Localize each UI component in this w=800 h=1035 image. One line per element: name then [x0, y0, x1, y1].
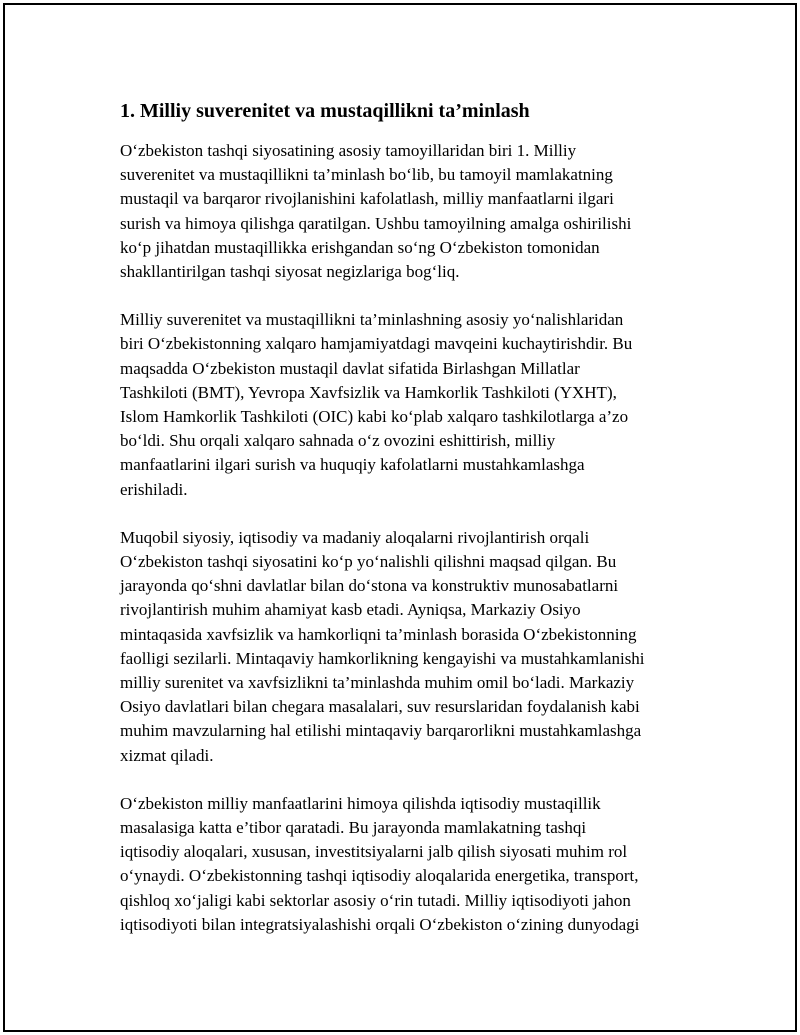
text-line: biri O‘zbekistonning xalqaro hamjamiyatdagi mavqeini kuchaytirishdir. Bu [120, 334, 633, 354]
text-line: suverenitet va mustaqillikni ta’minlash bo‘lib, bu tamoyil mamlakatning [120, 165, 613, 185]
text-line: maqsadda O‘zbekiston mustaqil davlat sifatida Birlashgan Millatlar [120, 358, 580, 378]
text-line: mustaqil va barqaror rivojlanishini kafolatlash, milliy manfaatlarni ilgari [120, 189, 614, 209]
page-frame [3, 3, 797, 1032]
text-line: mintaqasida xavfsizlik va hamkorliqni ta’minlash borasida O‘zbekistonning [120, 624, 637, 644]
paragraph-1 [120, 139, 700, 284]
text-line: iqtisodiyoti bilan integratsiyalashishi orqali O‘zbekiston o‘zining dunyodagi [120, 914, 640, 934]
paragraph-2 [120, 308, 700, 502]
text-line: surish va himoya qilishga qaratilgan. Ushbu tamoyilning amalga oshirilishi [120, 213, 632, 233]
text-line: bo‘ldi. Shu orqali xalqaro sahnada o‘z ovozini eshittirish, milliy [120, 431, 556, 451]
text-line: erishiladi. [120, 479, 188, 499]
text-line: manfaatlarini ilgari surish va huquqiy kafolatlarni mustahkamlashga [120, 455, 585, 475]
text-line: shakllantirilgan tashqi siyosat negizlariga bog‘liq. [120, 262, 460, 282]
text-line: muhim mavzularning hal etilishi mintaqaviy barqarorlikni mustahkamlashga [120, 721, 642, 741]
text-line: masalasiga katta e’tibor qaratadi. Bu jarayonda mamlakatning tashqi [120, 818, 587, 838]
text-line: Islom Hamkorlik Tashkiloti (OIC) kabi ko‘plab xalqaro tashkilotlarga a’zo [120, 407, 629, 427]
text-line: xizmat qiladi. [120, 745, 214, 765]
text-line: O‘zbekiston milliy manfaatlarini himoya qilishda iqtisodiy mustaqillik [120, 793, 601, 813]
paragraph-4 [120, 792, 700, 937]
text-line: Muqobil siyosiy, iqtisodiy va madaniy aloqalarni rivojlantirish orqali [120, 527, 590, 547]
text-line: O‘zbekiston tashqi siyosatini ko‘p yo‘nalishli qilishni maqsad qilgan. Bu [120, 552, 617, 572]
text-line: ko‘p jihatdan mustaqillikka erishgandan so‘ng O‘zbekiston tomonidan [120, 237, 600, 257]
text-line: O‘zbekiston tashqi siyosatining asosiy tamoyillaridan biri 1. Milliy [120, 141, 577, 160]
text-line: iqtisodiy aloqalari, xususan, investitsiyalarni jalb qilish siyosati muhim rol [120, 842, 628, 862]
text-line: milliy surenitet va xavfsizlikni ta’minlashda muhim omil bo‘ladi. Markaziy [120, 673, 635, 693]
text-line: Milliy suverenitet va mustaqillikni ta’minlashning asosiy yo‘nalishlaridan [120, 310, 624, 330]
text-line: faolligi sezilarli. Mintaqaviy hamkorlikning kengayishi va mustahkamlanishi [120, 648, 645, 668]
text-line: qishloq xo‘jaligi kabi sektorlar asosiy o‘rin tutadi. Milliy iqtisodiyoti jahon [120, 890, 631, 910]
text-line: Tashkiloti (BMT), Yevropa Xavfsizlik va Hamkorlik Tashkiloti (YXHT), [120, 382, 617, 402]
section-heading: 1. Milliy suverenitet va mustaqillikni ta’minlash [120, 100, 530, 122]
text-line: rivojlantirish muhim ahamiyat kasb etadi. Ayniqsa, Markaziy Osiyo [120, 600, 581, 620]
text-line: jarayonda qo‘shni davlatlar bilan do‘stona va konstruktiv munosabatlarni [120, 576, 619, 596]
text-line: o‘ynaydi. O‘zbekistonning tashqi iqtisodiy aloqalarida energetika, transport, [120, 866, 639, 886]
document-body [120, 97, 700, 961]
paragraph-3 [120, 526, 700, 768]
text-line: Osiyo davlatlari bilan chegara masalalari, suv resurslaridan foydalanish kabi [120, 697, 640, 717]
